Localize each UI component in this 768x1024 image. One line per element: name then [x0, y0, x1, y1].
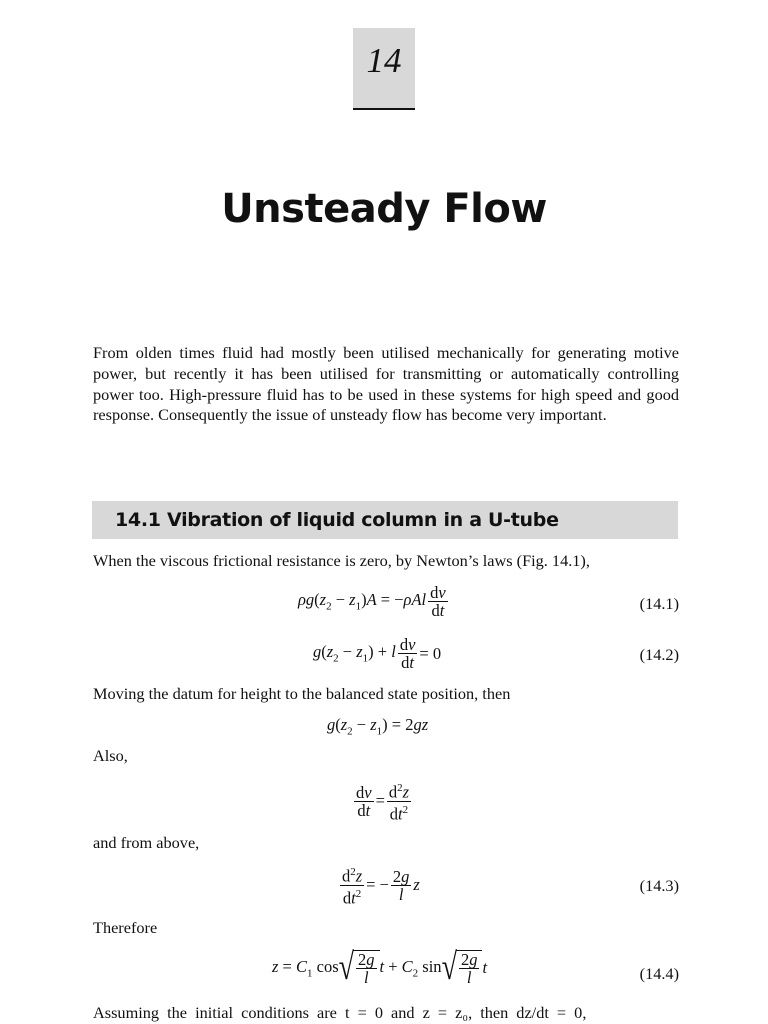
paragraph-initial-conditions: Assuming the initial conditions are t = 0 and z = z₀, then dz/dt = 0, — [93, 1003, 587, 1022]
paragraph-newton: When the viscous frictional resistance is zero, by Newton’s laws (Fig. 14.1), — [93, 551, 590, 570]
equation-acceleration: $\frac{dv}{dt}$ = $\frac{d^2z}{dt^2}$ — [356, 782, 410, 823]
chapter-number: 14 — [366, 41, 402, 80]
equation-14-2: $g(z_2 - z_1) + l$ $\frac{dv}{dt}$ = 0 — [313, 635, 442, 672]
equation-number-14-3: (14.3) — [639, 876, 679, 895]
equation-14-1: $\rho g(z_2 - z_1)A = -\rho Al$ $\frac{dv}{dt}$ — [298, 583, 446, 620]
section-heading-bar — [92, 501, 678, 539]
equation-number-14-1: (14.1) — [639, 594, 679, 613]
equation-balance: $g(z_2 - z_1) = 2gz$ — [327, 715, 429, 738]
equation-number-14-4: (14.4) — [639, 964, 679, 983]
chapter-title: Unsteady Flow — [221, 186, 547, 232]
paragraph-from-above: and from above, — [93, 833, 200, 852]
paragraph-datum: Moving the datum for height to the balanced state position, then — [93, 684, 511, 703]
equation-14-3: $\frac{d^2z}{dt^2}$ = − $\frac{2g}{l}$ z — [342, 866, 420, 907]
equation-14-4: $z = C_1$ cos √ $\frac{2g}{l}$ $t + C_2$ sin √ $\frac{2g}{l}$ t — [272, 946, 488, 989]
equation-number-14-2: (14.2) — [639, 645, 679, 664]
section-heading: 14.1 Vibration of liquid column in a U-tube — [115, 509, 559, 531]
chapter-number-box — [353, 28, 415, 110]
intro-paragraph: From olden times fluid had mostly been utilised mechanically for generating motive power, but recently it has been utilised for transmitting or automatically controlling power too. High-pressure fluid has to be used in these systems for high speed and good response. Consequently the issue of unsteady flow has become very important. — [93, 343, 679, 425]
paragraph-also: Also, — [93, 746, 128, 765]
paragraph-therefore: Therefore — [93, 918, 158, 937]
